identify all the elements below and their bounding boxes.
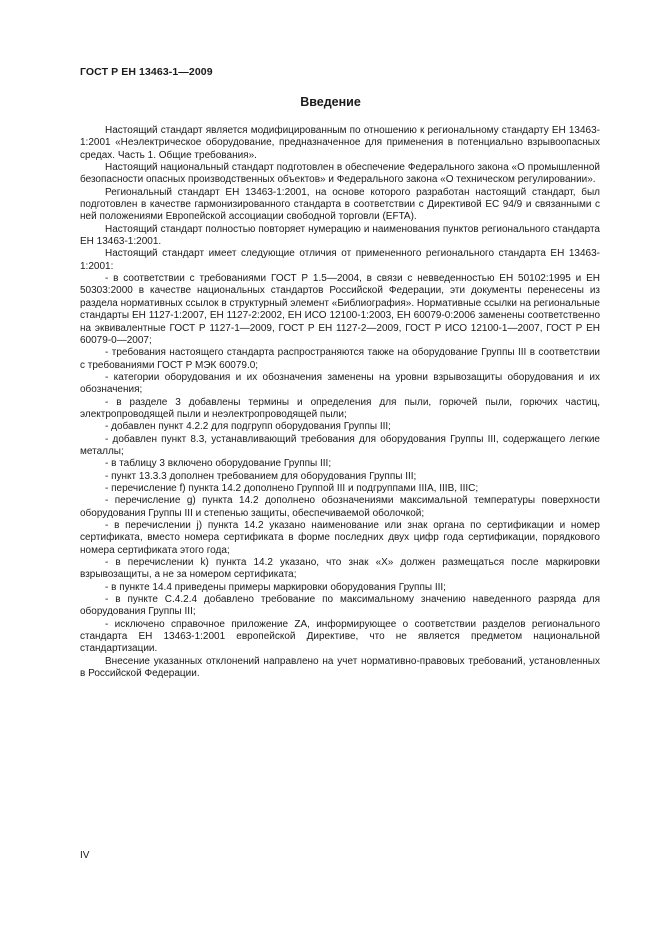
- paragraph: Настоящий стандарт имеет следующие отличия от примененного регионального стандарта ЕН 13463-1:2001:: [80, 248, 600, 272]
- list-item: - перечисление f) пункта 14.2 дополнено Группой III и подгруппами IIIA, IIIB, IIIC;: [105, 482, 479, 494]
- list-item: - исключено справочное приложение ZA, информирующее о соответствии разделов регионального стандарта ЕН 13463-1:2001 европейской Директиве, что не является предметом национальной стандартизации.: [80, 618, 600, 655]
- list-item: - категории оборудования и их обозначения заменены на уровни взрывозащиты оборудования и их обозначения;: [80, 371, 600, 396]
- page-number: IV: [80, 850, 90, 861]
- list-item: - в таблицу 3 включено оборудование Группы III;: [105, 458, 332, 470]
- list-item: - добавлен пункт 8.3, устанавливающий требования для оборудования Группы III, содержащего легкие металлы;: [80, 433, 600, 457]
- document-header: ГОСТ Р ЕН 13463-1—2009: [80, 66, 213, 78]
- paragraph: Настоящий стандарт полностью повторяет нумерацию и наименования пунктов регионального стандарта ЕН 13463-1:2001.: [80, 223, 600, 248]
- list-item: - в перечислении j) пункта 14.2 указано наименование или знак органа по сертификации и номер сертификата, вместо номера сертификата в форме последних двух цифр года сертификации, порядкового номера сертификата этого года;: [80, 520, 600, 556]
- list-item: - добавлен пункт 4.2.2 для подгрупп оборудования Группы III;: [105, 421, 391, 433]
- body-text: [80, 125, 600, 680]
- paragraph: Настоящий национальный стандарт подготовлен в обеспечение Федерального закона «О промышленной безопасности опасных производственных объектов» и Федерального закона «О техническом регулировании».: [80, 162, 600, 186]
- list-item: - в соответствии с требованиями ГОСТ Р 1.5—2004, в связи с невведенностью ЕН 50102:1995 и ЕН 50303:2000 в качестве национальных стандартов Российской Федерации, эти документы перенесены из раздела нормативных ссылок в структурный элемент «Библиография». Нормативные ссылки на региональные стандарты ЕН 1127-1:2007, ЕН 1127-2:2002, ЕН ИСО 12100-1:2003, ЕН 60079-0:2006 заменены соответственно на эквивалентные ГОСТ Р 1127-1—2009, ГОСТ Р ЕН 1127-2—2009, ГОСТ Р ИСО 12100-1—2007, ГОСТ Р ЕН 60079-0—2007;: [80, 273, 600, 346]
- list-item: - в разделе 3 добавлены термины и определения для пыли, горючей пыли, горючих частиц, электропроводящей пыли и неэлектропроводящей пыли;: [80, 396, 600, 420]
- list-item: - в пункте 14.4 приведены примеры маркировки оборудования Группы III;: [105, 581, 446, 593]
- list-item: - в перечислении k) пункта 14.2 указано, что знак «X» должен размещаться после маркировки взрывозащиты, а не за номером сертификата;: [80, 557, 600, 581]
- paragraph: Настоящий стандарт является модифицированным по отношению к региональному стандарту ЕН 13463-1:2001 «Неэлектрическое оборудование, предназначенное для применения в потенциально взрывоопасных средах. Часть 1. Общие требования».: [80, 125, 600, 161]
- list-item: - перечисление g) пункта 14.2 дополнено обозначениями максимальной температуры поверхности оборудования Группы III и степенью защиты, обеспечиваемой оболочкой;: [80, 495, 600, 519]
- section-title: Введение: [300, 95, 361, 109]
- list-item: - в пункте С.4.2.4 добавлено требование по максимальному значению наведенного разряда для оборудования Группы III;: [80, 594, 600, 618]
- paragraph: Внесение указанных отклонений направлено на учет нормативно-правовых требований, установленных в Российской Федерации.: [80, 655, 600, 680]
- list-item: - требования настоящего стандарта распространяются также на оборудование Группы III в соответствии с требованиями ГОСТ Р МЭК 60079.0;: [80, 347, 600, 371]
- paragraph: Региональный стандарт ЕН 13463-1:2001, на основе которого разработан настоящий стандарт, был подготовлен в качестве гармонизированного стандарта в соответствии с Директивой ЕС 94/9 и связанными с ней положениями Европейской ассоциации свободной торговли (EFTA).: [80, 186, 600, 223]
- list-item: - пункт 13.3.3 дополнен требованием для оборудования Группы III;: [105, 470, 417, 482]
